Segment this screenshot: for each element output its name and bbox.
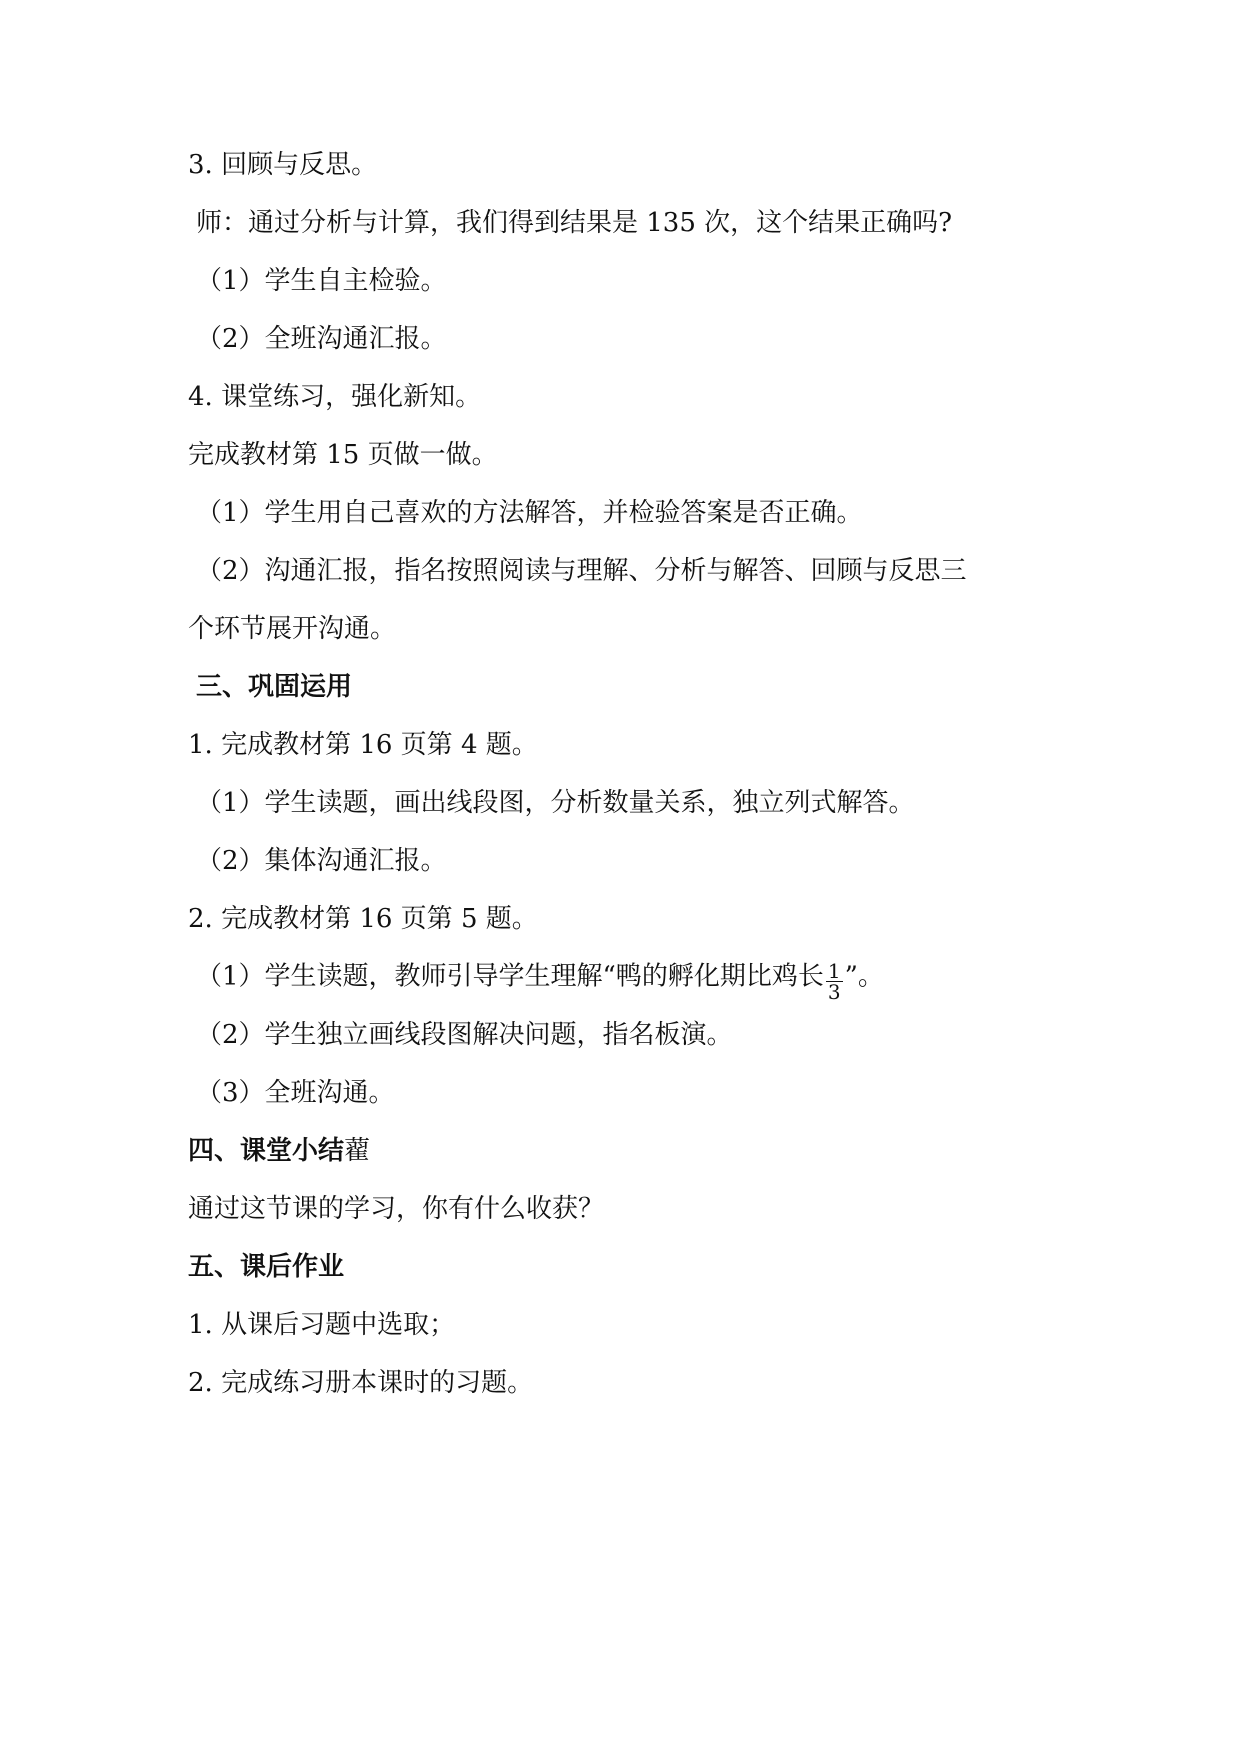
- teacher-question: 师：通过分析与计算，我们得到结果是 135 次，这个结果正确吗?: [196, 208, 953, 238]
- step-4-title: 4. 课堂练习，强化新知。: [188, 382, 482, 412]
- list-item: （2）沟通汇报，指名按照阅读与理解、分析与解答、回顾与反思三: [196, 556, 967, 586]
- exercise-2-title: 2. 完成教材第 16 页第 5 题。: [188, 904, 538, 934]
- list-item: （1）学生读题，画出线段图，分析数量关系，独立列式解答。: [196, 788, 915, 818]
- list-item: （2）集体沟通汇报。: [196, 846, 447, 876]
- section-heading-5: 五、课后作业: [188, 1252, 345, 1282]
- list-item-continuation: 个环节展开沟通。: [188, 614, 397, 644]
- list-item: （2）全班沟通汇报。: [196, 324, 447, 354]
- list-item: （1）学生用自己喜欢的方法解答，并检验答案是否正确。: [196, 498, 863, 528]
- list-item: （3）全班沟通。: [196, 1078, 395, 1108]
- exercise-1-title: 1. 完成教材第 16 页第 4 题。: [188, 730, 538, 760]
- section-heading-3: 三、巩固运用: [196, 672, 353, 702]
- list-item-text: （1）学生读题，教师引导学生理解“鸭的孵化期比鸡长: [196, 961, 824, 992]
- section-heading-4: [188, 1133, 370, 1169]
- fraction-denominator: 3: [827, 980, 841, 1004]
- homework-item: 1. 从课后习题中选取；: [188, 1310, 456, 1340]
- list-item: （1）学生自主检验。: [196, 266, 447, 296]
- section-heading-stray-char: 藋: [344, 1136, 371, 1166]
- fraction: [826, 961, 843, 1002]
- list-item-text: ”。: [844, 961, 884, 992]
- paragraph: 完成教材第 15 页做一做。: [188, 440, 498, 470]
- fraction-numerator: 1: [827, 959, 841, 983]
- list-item-fraction: [196, 957, 884, 1004]
- homework-item: 2. 完成练习册本课时的习题。: [188, 1368, 534, 1398]
- section-heading-text: 四、课堂小结: [188, 1136, 345, 1166]
- paragraph: 通过这节课的学习，你有什么收获？: [188, 1194, 605, 1224]
- step-3-title: 3. 回顾与反思。: [188, 150, 378, 180]
- list-item: （2）学生独立画线段图解决问题，指名板演。: [196, 1020, 733, 1050]
